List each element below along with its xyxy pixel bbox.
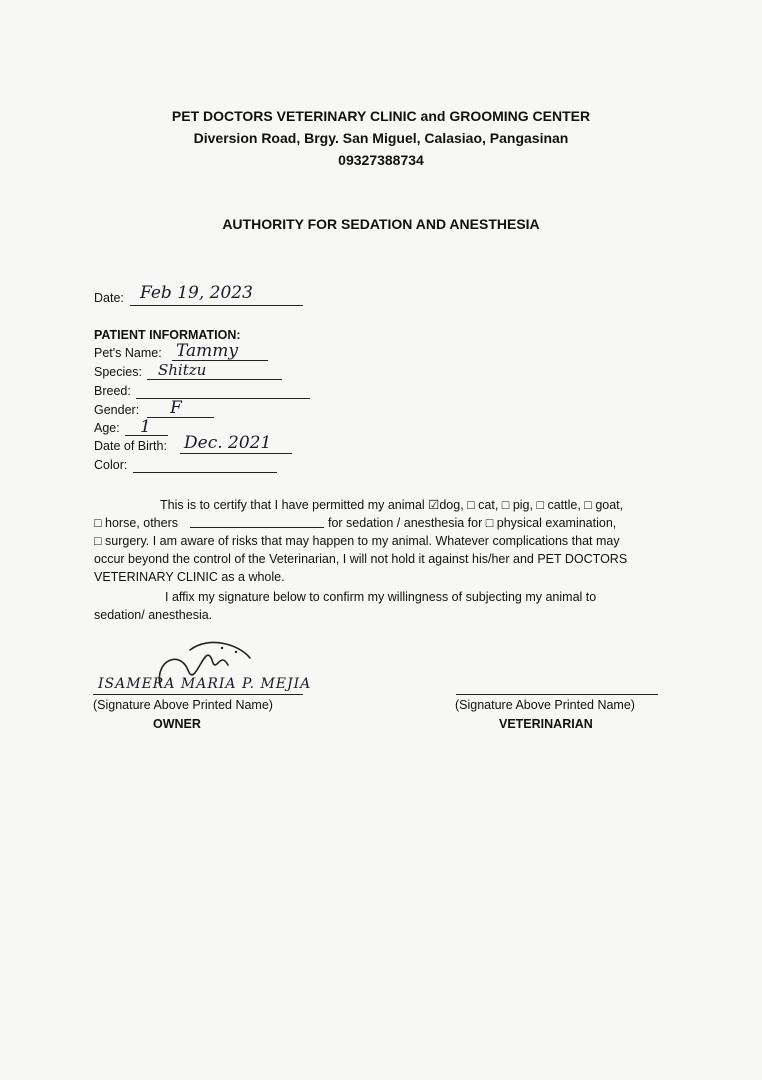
consent-line-5: VETERINARY CLINIC as a whole. bbox=[94, 570, 285, 584]
gender-label: Gender: bbox=[94, 403, 140, 417]
consent-line-2b: for sedation / anesthesia for □ physical examination, bbox=[328, 516, 617, 530]
owner-signature-line bbox=[93, 694, 303, 695]
owner-printed-name: ISAMERA MARIA P. MEJIA bbox=[98, 676, 312, 692]
pet-name-label: Pet's Name: bbox=[94, 346, 162, 360]
species-line bbox=[147, 379, 282, 380]
species-handwritten: Shitzu bbox=[158, 361, 207, 379]
dob-line bbox=[180, 453, 292, 454]
vet-role: VETERINARIAN bbox=[499, 717, 593, 731]
consent-line-2a: □ horse, others bbox=[94, 516, 178, 530]
gender-handwritten: F bbox=[170, 398, 182, 418]
consent-line-3: □ surgery. I am aware of risks that may happen to my animal. Whatever complications that may bbox=[94, 534, 620, 548]
date-handwritten: Feb 19, 2023 bbox=[140, 283, 253, 303]
clinic-name: PET DOCTORS VETERINARY CLINIC and GROOMING CENTER bbox=[171, 108, 591, 124]
clinic-phone: 09327388734 bbox=[338, 152, 424, 168]
consent-line-6: I affix my signature below to confirm my willingness of subjecting my animal to bbox=[165, 590, 597, 604]
consent-line-4: occur beyond the control of the Veterinarian, I will not hold it against his/her and PET DOCTORS bbox=[94, 552, 628, 566]
dob-label: Date of Birth: bbox=[94, 439, 167, 453]
breed-line bbox=[136, 398, 310, 399]
consent-line-7: sedation/ anesthesia. bbox=[94, 608, 213, 622]
date-line bbox=[130, 305, 303, 306]
dob-handwritten: Dec. 2021 bbox=[184, 433, 272, 453]
form-title: AUTHORITY FOR SEDATION AND ANESTHESIA bbox=[222, 216, 540, 232]
vet-signature-caption: (Signature Above Printed Name) bbox=[455, 698, 635, 712]
consent-line-1: This is to certify that I have permitted my animal ☑dog, □ cat, □ pig, □ cattle, □ goat, bbox=[160, 498, 624, 512]
age-label: Age: bbox=[94, 421, 120, 435]
owner-signature-caption: (Signature Above Printed Name) bbox=[93, 698, 273, 712]
color-line bbox=[133, 472, 277, 473]
others-line bbox=[190, 527, 324, 528]
patient-info-heading: PATIENT INFORMATION: bbox=[94, 328, 241, 342]
species-label: Species: bbox=[94, 365, 142, 379]
vet-signature-line bbox=[456, 694, 658, 695]
age-handwritten: 1 bbox=[140, 417, 151, 437]
owner-role: OWNER bbox=[153, 717, 201, 731]
clinic-address: Diversion Road, Brgy. San Miguel, Calasiao, Pangasinan bbox=[193, 130, 569, 146]
date-label: Date: bbox=[94, 291, 124, 305]
pet-name-handwritten: Tammy bbox=[176, 341, 238, 361]
color-label: Color: bbox=[94, 458, 128, 472]
breed-label: Breed: bbox=[94, 384, 131, 398]
